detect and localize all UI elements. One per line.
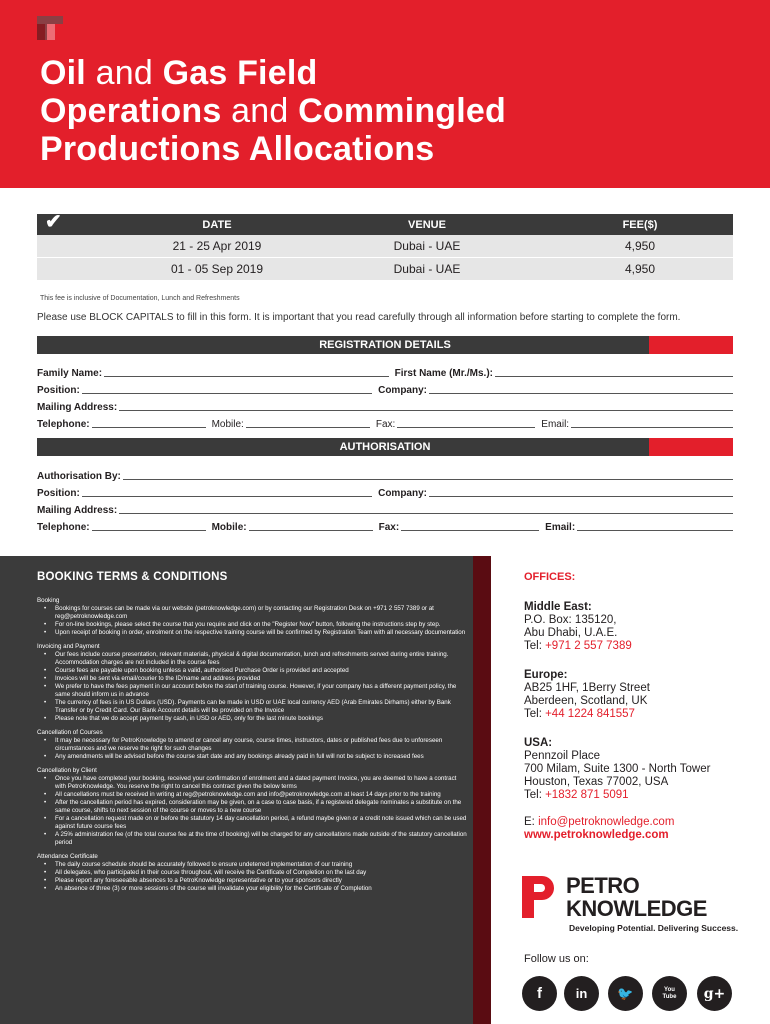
table-row[interactable] bbox=[37, 258, 733, 281]
usa-address-1: Pennzoil Place bbox=[524, 750, 601, 762]
dates-table-header bbox=[37, 211, 733, 235]
auth-company-label: Company: bbox=[378, 488, 427, 499]
auth-fax-field[interactable] bbox=[401, 530, 539, 531]
list-item: • Bookings for courses can be made via our website (petroknowledge.com) or by contacting our Registration Desk on +971 2 557 7389 or at reg@petroknowledge.com bbox=[44, 605, 467, 621]
usa-address-3: Houston, Texas 77002, USA bbox=[524, 776, 669, 788]
auth-fax-label: Fax: bbox=[378, 522, 400, 533]
europe-heading: Europe: bbox=[524, 669, 568, 681]
telephone-label: Telephone: bbox=[37, 419, 90, 430]
list-item: • Our fees include course presentation, relevant materials, physical & digital documentation, lunch and refreshments served during entire training. Accommodation charges are not included in the course fees bbox=[44, 651, 467, 667]
europe-address-1: AB25 1HF, 1Berry Street bbox=[524, 682, 650, 694]
venue-cell: Dubai - UAE bbox=[393, 262, 461, 276]
venue-column-header: VENUE bbox=[408, 218, 446, 231]
usa-heading: USA: bbox=[524, 737, 553, 749]
linkedin-icon[interactable]: in bbox=[564, 976, 599, 1011]
auth-telephone-label: Telephone: bbox=[37, 522, 90, 533]
list-item: • Please report any foreseeable absences to a PetroKnowledge representative or to your sponsors directly bbox=[44, 877, 467, 885]
terms-list bbox=[37, 861, 467, 893]
email-line: E: info@petroknowledge.com bbox=[524, 816, 675, 828]
list-item: • Any amendments will be advised before the course start date and any bookings already paid in full will not be subject to increased fees bbox=[44, 753, 467, 761]
auth-email-field[interactable] bbox=[577, 530, 733, 531]
fee-note: This fee is inclusive of Documentation, Lunch and Refreshments bbox=[40, 295, 240, 302]
list-item: • Course fees are payable upon booking unless a valid, authorised Purchase Order is provided and accepted bbox=[44, 667, 467, 675]
fax-label: Fax: bbox=[375, 419, 396, 430]
petroknowledge-mark-icon bbox=[37, 16, 63, 40]
follow-us-label: Follow us on: bbox=[524, 953, 589, 965]
brand-wordmark: PETRO KNOWLEDGE bbox=[566, 873, 707, 921]
list-item: • An absence of three (3) or more sessions of the course will invalidate your eligibility for the Certificate of Completion bbox=[44, 885, 467, 893]
list-item: • Upon receipt of booking in order, enrolment on the respective training course will be confirmed by Registration Team with all necessary documentation bbox=[44, 629, 467, 637]
mailing-address-field[interactable] bbox=[119, 410, 733, 411]
terms-section-title: Cancellation of Courses bbox=[37, 729, 103, 736]
page-title: Oil and Gas Field Operations and Commingled Productions Allocations bbox=[40, 54, 507, 168]
usa-phone-link[interactable]: +1832 871 5091 bbox=[545, 789, 629, 801]
middle-east-phone-link[interactable]: +971 2 557 7389 bbox=[545, 640, 632, 652]
facebook-icon[interactable]: f bbox=[522, 976, 557, 1011]
auth-position-label: Position: bbox=[37, 488, 80, 499]
terms-body bbox=[37, 597, 467, 893]
usa-address-2: 700 Milam, Suite 1300 - North Tower bbox=[524, 763, 711, 775]
registration-heading: REGISTRATION DETAILS bbox=[37, 336, 733, 354]
list-item: • The currency of fees is in US Dollars (USD). Payments can be made in USD or UAE local currency AED (Arab Emirates Dirhams) either by Bank Transfer or by Credit Card. Our Bank Account details will be provided on the Invoice bbox=[44, 699, 467, 715]
list-item: • Invoices will be sent via email/courier to the ID/name and address provided bbox=[44, 675, 467, 683]
venue-cell: Dubai - UAE bbox=[393, 239, 461, 253]
auth-mobile-label: Mobile: bbox=[211, 522, 247, 533]
auth-email-label: Email: bbox=[545, 522, 576, 533]
auth-mailing-address-label: Mailing Address: bbox=[37, 505, 118, 516]
terms-heading: BOOKING TERMS & CONDITIONS bbox=[37, 571, 228, 583]
authorisation-heading: AUTHORISATION bbox=[37, 438, 733, 456]
list-item: • A 25% administration fee (of the total course fee at the time of booking) will be charged for any cancellations made outside of the statutory cancellation period bbox=[44, 831, 467, 847]
terms-section-title: Booking bbox=[37, 597, 60, 604]
middle-east-heading: Middle East: bbox=[524, 601, 592, 613]
auth-mailing-address-field[interactable] bbox=[119, 513, 733, 514]
email-field[interactable] bbox=[571, 427, 733, 428]
petroknowledge-logo-icon bbox=[522, 876, 562, 918]
usa-tel: Tel: +1832 871 5091 bbox=[524, 789, 629, 801]
terms-section-title: Invoicing and Payment bbox=[37, 643, 100, 650]
company-field[interactable] bbox=[429, 393, 733, 394]
email-label: Email: bbox=[541, 419, 570, 430]
brand-tagline: Developing Potential. Delivering Success. bbox=[569, 923, 739, 933]
googleplus-icon[interactable]: g+ bbox=[697, 976, 732, 1011]
dates-table bbox=[37, 211, 733, 281]
offices-heading: OFFICES: bbox=[524, 571, 576, 583]
header-banner bbox=[0, 0, 770, 188]
auth-position-field[interactable] bbox=[82, 496, 372, 497]
check-icon: ✔ bbox=[45, 211, 62, 233]
booking-terms-panel bbox=[0, 556, 473, 1024]
terms-section-title: Cancellation by Client bbox=[37, 767, 97, 774]
authorisation-by-label: Authorisation By: bbox=[37, 471, 121, 482]
accent-strip bbox=[473, 556, 491, 1024]
list-item: • For on-line bookings, please select the course that you require and click on the "Register Now" button, following the instructions step by step. bbox=[44, 621, 467, 629]
terms-list bbox=[37, 651, 467, 723]
list-item: • We prefer to have the fees payment in our account before the start of training course. However, if your company has a different payment policy, the same should inform us in advance bbox=[44, 683, 467, 699]
date-cell: 21 - 25 Apr 2019 bbox=[172, 239, 262, 253]
middle-east-tel: Tel: +971 2 557 7389 bbox=[524, 640, 632, 652]
date-cell: 01 - 05 Sep 2019 bbox=[170, 262, 264, 276]
list-item: • The daily course schedule should be accurately followed to ensure undeterred implementation of our training bbox=[44, 861, 467, 869]
terms-section-title: Attendance Certificate bbox=[37, 853, 98, 860]
mailing-address-label: Mailing Address: bbox=[37, 402, 118, 413]
auth-mobile-field[interactable] bbox=[249, 530, 373, 531]
terms-list bbox=[37, 737, 467, 761]
website-link[interactable]: www.petroknowledge.com bbox=[524, 829, 669, 841]
position-field[interactable] bbox=[82, 393, 372, 394]
position-label: Position: bbox=[37, 385, 80, 396]
twitter-icon[interactable]: 🐦 bbox=[608, 976, 643, 1011]
telephone-field[interactable] bbox=[92, 427, 206, 428]
list-item: • After the cancellation period has expired, consideration may be given, on a case to case basis, if a registered delegate nominates a substitute on the same course, shifts to next session of the course or moves to a new course bbox=[44, 799, 467, 815]
table-row[interactable] bbox=[37, 235, 733, 258]
europe-phone-link[interactable]: +44 1224 841557 bbox=[545, 708, 635, 720]
first-name-label: First Name (Mr./Ms.): bbox=[394, 368, 493, 379]
auth-company-field[interactable] bbox=[429, 496, 733, 497]
europe-address-2: Aberdeen, Scotland, UK bbox=[524, 695, 648, 707]
fax-field[interactable] bbox=[397, 427, 535, 428]
fee-column-header: FEE($) bbox=[622, 218, 658, 231]
fee-cell: 4,950 bbox=[624, 262, 656, 276]
mobile-field[interactable] bbox=[246, 427, 370, 428]
date-column-header: DATE bbox=[202, 218, 232, 231]
list-item: • It may be necessary for PetroKnowledge to amend or cancel any course, course times, instructors, dates or published fees due to unforeseen circumstances and we reserve the right for such changes bbox=[44, 737, 467, 753]
form-instructions: Please use BLOCK CAPITALS to fill in this form. It is important that you read carefully through all information before starting to complete the form. bbox=[37, 312, 681, 323]
europe-tel: Tel: +44 1224 841557 bbox=[524, 708, 635, 720]
terms-list bbox=[37, 775, 467, 847]
email-link[interactable]: info@petroknowledge.com bbox=[538, 816, 675, 828]
youtube-icon[interactable]: You Tube bbox=[652, 976, 687, 1011]
family-name-field[interactable] bbox=[104, 376, 389, 377]
mobile-label: Mobile: bbox=[211, 419, 244, 430]
offices-panel bbox=[524, 571, 754, 842]
list-item: • For a cancellation request made on or before the statutory 14 day cancellation period, a refund maybe given or a credit note issued which can be used against future course fees bbox=[44, 815, 467, 831]
middle-east-address-1: P.O. Box: 135120, bbox=[524, 614, 617, 626]
company-label: Company: bbox=[378, 385, 427, 396]
terms-list bbox=[37, 605, 467, 637]
authorisation-by-field[interactable] bbox=[123, 479, 733, 480]
middle-east-address-2: Abu Dhabi, U.A.E. bbox=[524, 627, 618, 639]
fee-cell: 4,950 bbox=[624, 239, 656, 253]
list-item: • Once you have completed your booking, received your confirmation of enrolment and a dated payment Invoice, you are deemed to have a contract with PetroKnowledge. You reserve the right to cancel this contract given the below terms bbox=[44, 775, 467, 791]
family-name-label: Family Name: bbox=[37, 368, 103, 379]
list-item: • All delegates, who participated in their course throughout, will receive the Certificate of Completion on the last day bbox=[44, 869, 467, 877]
list-item: • Please note that we do accept payment by cash, in USD or AED, only for the last minute bookings bbox=[44, 715, 467, 723]
auth-telephone-field[interactable] bbox=[92, 530, 206, 531]
list-item: • All cancellations must be received in writing at reg@petroknowledge.com and info@petroknowledge.com at least 14 days prior to the training bbox=[44, 791, 467, 799]
first-name-field[interactable] bbox=[495, 376, 733, 377]
